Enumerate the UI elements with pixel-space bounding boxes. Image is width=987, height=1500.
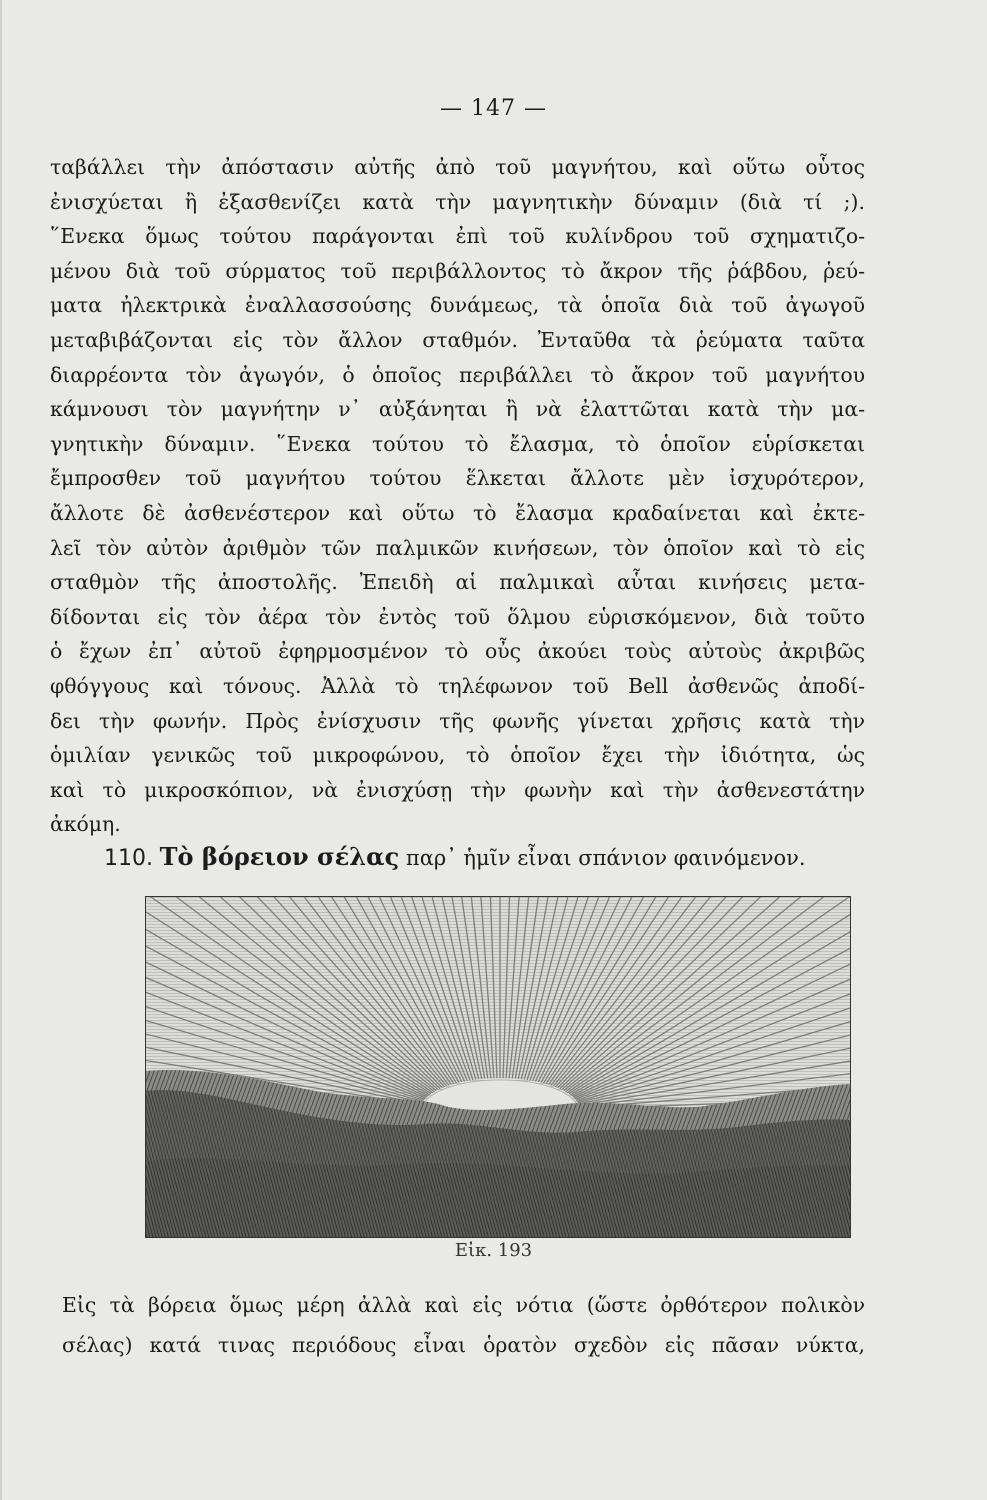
text-line: ἀκόμη. bbox=[50, 812, 121, 837]
paragraph-aurora bbox=[62, 1285, 865, 1365]
text-line: γνητικὴν δύναμιν. ῞Ενεκα τούτου τὸ ἔλασμα, τὸ ὁποῖον εὑρίσκεται bbox=[50, 431, 865, 456]
text-line: σταθμὸν τῆς ἀποστολῆς. Ἐπειδὴ αἱ παλμικαὶ αὗται κινήσεις μετα- bbox=[50, 570, 865, 595]
text-line: σέλας) κατά τινας περιόδους εἶναι ὁρατὸν σχεδὸν εἰς πᾶσαν νύκτα, bbox=[62, 1333, 865, 1357]
paragraph-telephone bbox=[50, 150, 865, 842]
text-line: ὁ ἔχων ἐπ᾽ αὐτοῦ ἐφηρμοσμένον τὸ οὖς ἀκούει τοὺς αὐτοὺς ἀκριβῶς bbox=[50, 639, 865, 664]
text-line: δίδονται εἰς τὸν ἀέρα τὸν ἐντὸς τοῦ ὅλμου εὑρισκόμενον, διὰ τοῦτο bbox=[50, 604, 865, 629]
aurora-illustration bbox=[145, 896, 851, 1238]
text-line: καὶ τὸ μικροσκόπιον, νὰ ἐνισχύσῃ τὴν φωνὴν καὶ τὴν ἀσθενεστάτην bbox=[50, 777, 865, 802]
text-line: ταβάλλει τὴν ἀπόστασιν αὐτῆς ἀπὸ τοῦ μαγνήτου, καὶ οὕτω οὗτος bbox=[50, 155, 865, 179]
text-line: ἐνισχύεται ἢ ἐξασθενίζει κατὰ τὴν μαγνητικὴν δύναμιν (διὰ τί ;). bbox=[50, 189, 865, 214]
text-line: μένου διὰ τοῦ σύρματος τοῦ περιβάλλοντος τὸ ἄκρον τῆς ῥάβδου, ῥεύ- bbox=[50, 258, 865, 283]
text-line: δει τὴν φωνήν. Πρὸς ἐνίσχυσιν τῆς φωνῆς γίνεται χρῆσις κατὰ τὴν bbox=[50, 708, 865, 733]
text-line: διαρρέοντα τὸν ἀγωγόν, ὁ ὁποῖος περιβάλλει τὸ ἄκρον τοῦ μαγνήτου bbox=[50, 362, 865, 387]
text-line: Εἰς τὰ βόρεια ὅμως μέρη ἀλλὰ καὶ εἰς νότια (ὥστε ὀρθότερον πολικὸν bbox=[62, 1293, 865, 1317]
text-line: ῞Ενεκα ὅμως τούτου παράγονται ἐπὶ τοῦ κυλίνδρου τοῦ σχηματιζο- bbox=[50, 224, 865, 249]
text-line: λεῖ τὸν αὐτὸν ἀριθμὸν τῶν παλμικῶν κινήσεων, τὸν ὁποῖον καὶ τὸ εἰς bbox=[50, 535, 865, 560]
text-line: φθόγγους καὶ τόνους. Ἀλλὰ τὸ τηλέφωνον τοῦ Bell ἀσθενῶς ἀποδί- bbox=[50, 673, 865, 698]
text-line: ἔμπροσθεν τοῦ μαγνήτου τούτου ἕλκεται ἄλλοτε μὲν ἰσχυρότερον, bbox=[50, 466, 865, 491]
page-number: — 147 — bbox=[440, 96, 547, 121]
text-line: ἄλλοτε δὲ ἀσθενέστερον καὶ οὕτω τὸ ἔλασμα κραδαίνεται καὶ ἐκτε- bbox=[50, 500, 865, 525]
section-title: Τὸ βόρειον σέλας bbox=[159, 842, 400, 871]
section-lead-text: παρ᾽ ἡμῖν εἶναι σπάνιον φαινόμενον. bbox=[405, 846, 806, 870]
section-heading bbox=[104, 840, 864, 876]
section-number: 110. bbox=[104, 846, 153, 871]
text-line: κάμνουσι τὸν μαγνήτην ν᾽ αὐξάνηται ἢ νὰ ἐλαττῶται κατὰ τὴν μα- bbox=[50, 397, 865, 422]
text-line: μεταβιβάζονται εἰς τὸν ἄλλον σταθμόν. Ἐνταῦθα τὰ ῥεύματα ταῦτα bbox=[50, 327, 865, 352]
figure-caption: Εἰκ. 193 bbox=[454, 1240, 533, 1261]
text-line: ματα ἠλεκτρικὰ ἐναλλασσούσης δυνάμεως, τὰ ὁποῖα διὰ τοῦ ἀγωγοῦ bbox=[50, 293, 865, 318]
text-line: ὁμιλίαν γενικῶς τοῦ μικροφώνου, τὸ ὁποῖον ἔχει τὴν ἰδιότητα, ὡς bbox=[50, 743, 865, 768]
